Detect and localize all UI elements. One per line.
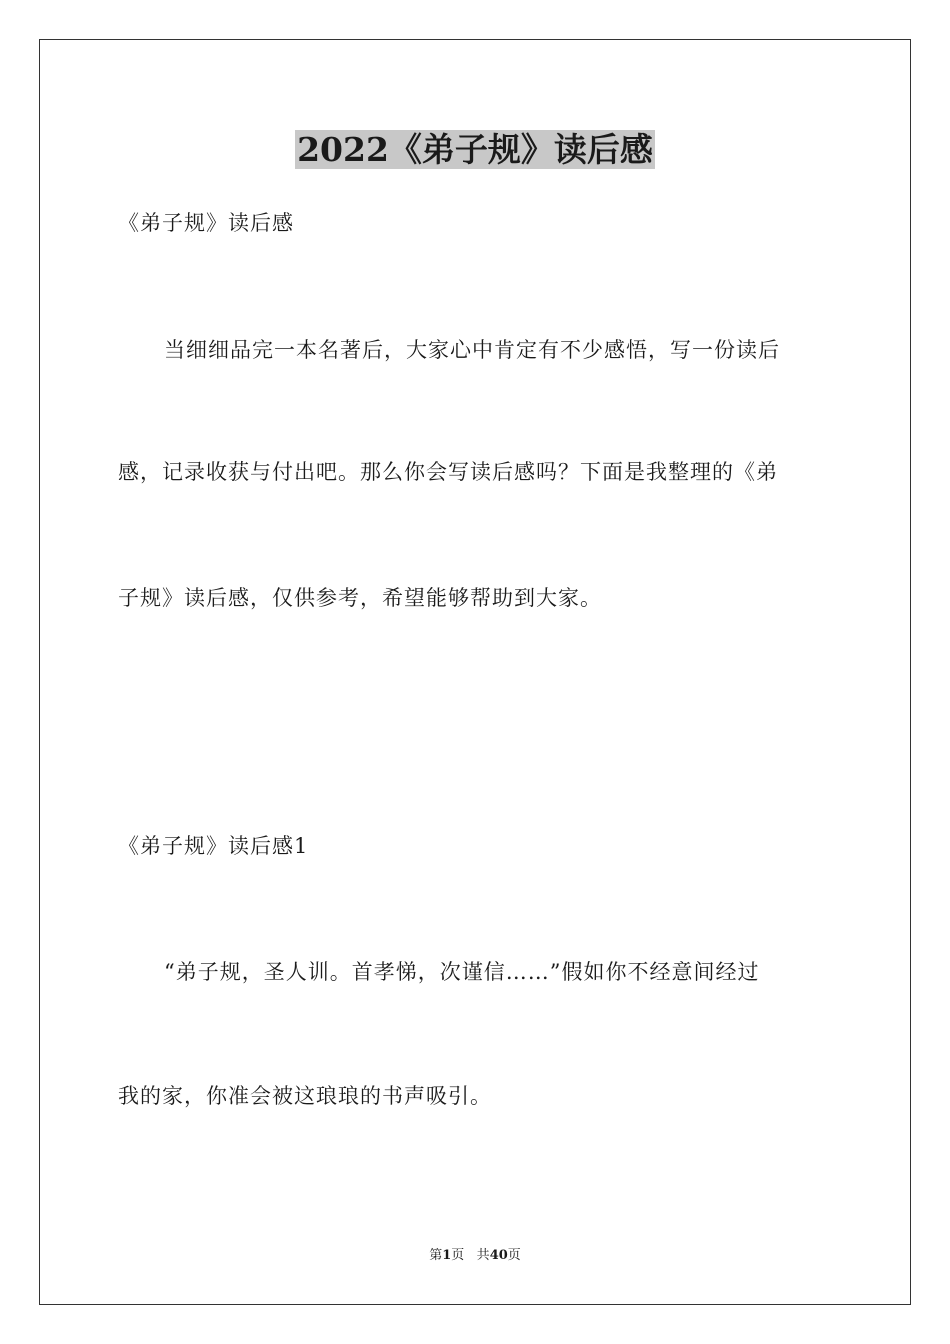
document-title-text: 2022《弟子规》读后感: [297, 130, 653, 169]
page-footer: [0, 1247, 950, 1265]
footer-total-suffix: 页: [507, 1248, 521, 1263]
intro-line-1: 当细细品完一本名著后，大家心中肯定有不少感悟，写一份读后: [164, 338, 780, 362]
document-title: [0, 128, 950, 172]
section-line-1: “弟子规，圣人训。首孝悌，次谨信……”假如你不经意间经过: [164, 960, 760, 984]
footer-page-prefix: 第: [429, 1248, 443, 1263]
section-line-2: 我的家，你准会被这琅琅的书声吸引。: [118, 1084, 492, 1108]
footer-page-number: 1: [442, 1248, 452, 1263]
document-subtitle: 《弟子规》读后感: [118, 211, 294, 235]
intro-line-3: 子规》读后感，仅供参考，希望能够帮助到大家。: [118, 586, 602, 610]
footer-total-prefix: 共: [476, 1248, 490, 1263]
footer-total-pages: 40: [489, 1248, 508, 1263]
footer-page-suffix: 页: [451, 1248, 465, 1263]
section-heading: 《弟子规》读后感1: [118, 834, 309, 858]
intro-line-2: 感，记录收获与付出吧。那么你会写读后感吗？下面是我整理的《弟: [118, 460, 778, 484]
